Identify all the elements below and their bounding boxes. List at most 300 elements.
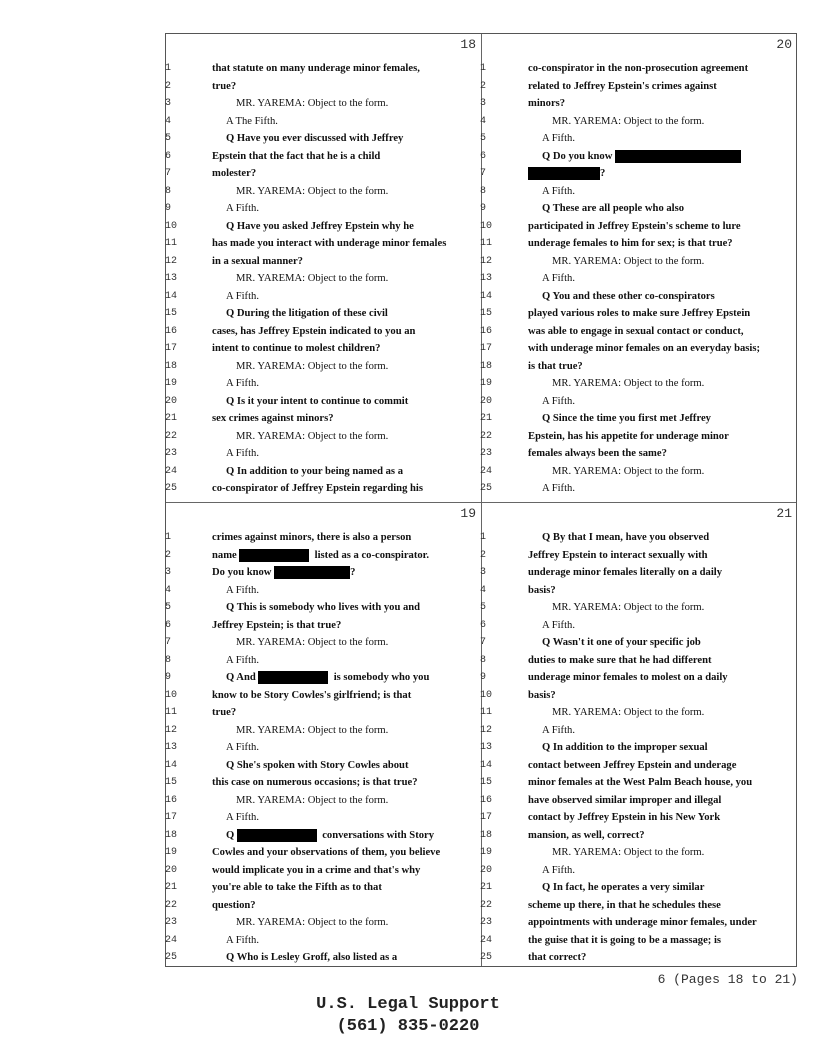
- line-number: 10: [480, 220, 493, 232]
- line-number: 6: [480, 150, 487, 162]
- line-text: [212, 809, 478, 827]
- transcript-line: [166, 323, 482, 341]
- line-content: Q Who is Lesley Groff, also listed as a: [226, 952, 398, 963]
- line-text: [212, 375, 478, 393]
- transcript-line: [482, 582, 798, 600]
- transcript-line: [482, 358, 798, 376]
- line-content: basis?: [528, 689, 556, 701]
- transcript-line: [482, 235, 798, 253]
- transcript-line: [166, 218, 482, 236]
- line-number: 17: [165, 343, 178, 354]
- line-content: Q By that I mean, have you observed: [542, 532, 710, 543]
- line-content: this case on numerous occasions; is that true?: [212, 777, 418, 788]
- line-text: [212, 932, 478, 950]
- line-content: appointments with underage minor females, under: [528, 917, 757, 928]
- line-number: 25: [480, 952, 493, 963]
- line-content: that correct?: [528, 952, 587, 963]
- line-content: have observed similar improper and illegal: [528, 794, 722, 806]
- line-text: [212, 130, 478, 148]
- line-text: [212, 739, 478, 757]
- line-text: [528, 200, 794, 218]
- line-number: 21: [480, 882, 493, 893]
- line-number: 13: [165, 742, 178, 753]
- line-content: Q In fact, he operates a very similar: [542, 882, 705, 893]
- transcript-line: [166, 113, 482, 131]
- line-text: [212, 687, 478, 705]
- line-number: 19: [165, 847, 178, 858]
- transcript-line: [166, 78, 482, 96]
- line-number: 7: [480, 168, 487, 179]
- page-lines: [482, 60, 798, 498]
- transcript-line: [166, 60, 482, 78]
- line-content: MR. YAREMA: Object to the form.: [552, 115, 705, 127]
- line-text: [528, 78, 794, 96]
- transcript-line: [166, 809, 482, 827]
- line-number: 18: [165, 360, 178, 372]
- line-content: Jeffrey Epstein to interact sexually with: [528, 549, 708, 561]
- transcript-line: [166, 704, 482, 722]
- transcript-line: [482, 428, 798, 446]
- line-number: 11: [165, 238, 178, 249]
- line-text: [212, 235, 478, 253]
- line-number: 11: [165, 707, 178, 718]
- line-content: Epstein, has his appetite for underage minor: [528, 430, 729, 442]
- line-content: Q Wasn't it one of your specific job: [542, 637, 701, 648]
- line-text: [212, 480, 478, 498]
- page-number: 21: [776, 506, 792, 521]
- transcript-line: [482, 148, 798, 166]
- line-content: Q During the litigation of these civil: [226, 308, 388, 319]
- transcript-line: [482, 634, 798, 652]
- line-number: 4: [165, 115, 172, 127]
- line-content: A Fifth.: [542, 133, 575, 144]
- transcript-line: [166, 949, 482, 967]
- line-text: [212, 200, 478, 218]
- line-number: 1: [165, 63, 172, 74]
- line-content: Q This is somebody who lives with you and: [226, 602, 421, 613]
- line-text: [212, 305, 478, 323]
- transcript-line: [166, 879, 482, 897]
- line-text: [212, 288, 478, 306]
- line-content: MR. YAREMA: Object to the form.: [552, 255, 705, 267]
- page-number: 20: [776, 37, 792, 52]
- line-content: intent to continue to molest children?: [212, 343, 381, 354]
- line-text: [528, 130, 794, 148]
- line-text: [528, 704, 794, 722]
- transcript-line: [166, 445, 482, 463]
- line-number: 20: [165, 395, 178, 407]
- line-text: [528, 599, 794, 617]
- line-content: A Fifth.: [226, 448, 259, 459]
- line-content: Q And: [226, 672, 256, 683]
- line-text: [212, 95, 478, 113]
- line-number: 24: [480, 465, 493, 477]
- line-text: [528, 774, 794, 792]
- transcript-line: [166, 183, 482, 201]
- transcript-line: [482, 792, 798, 810]
- transcript-line: [482, 827, 798, 845]
- line-content: duties to make sure that he had different: [528, 654, 712, 666]
- line-text: [212, 253, 478, 271]
- transcript-line: [166, 148, 482, 166]
- line-text: [528, 652, 794, 670]
- transcript-page-21: [482, 503, 798, 970]
- transcript-line: [166, 200, 482, 218]
- line-text: [212, 897, 478, 915]
- line-number: 17: [480, 343, 493, 354]
- line-text: [212, 792, 478, 810]
- line-number: 10: [165, 220, 178, 232]
- redaction-block: [239, 549, 309, 562]
- page-lines: [166, 529, 482, 967]
- line-content: related to Jeffrey Epstein's crimes against: [528, 80, 717, 92]
- transcript-line: [482, 200, 798, 218]
- line-text: [212, 393, 478, 411]
- line-number: 7: [480, 637, 487, 648]
- line-content: A Fifth.: [226, 378, 259, 389]
- line-number: 23: [165, 917, 178, 928]
- transcript-line: [166, 564, 482, 582]
- line-number: 19: [480, 847, 493, 858]
- line-text: [528, 60, 794, 78]
- line-number: 18: [480, 360, 493, 372]
- transcript-line: [166, 722, 482, 740]
- line-content: minors?: [528, 98, 566, 109]
- line-content: A Fifth.: [542, 483, 575, 494]
- transcript-line: [482, 113, 798, 131]
- line-text: [212, 774, 478, 792]
- line-content: MR. YAREMA: Object to the form.: [552, 602, 705, 613]
- line-content: MR. YAREMA: Object to the form.: [236, 185, 389, 197]
- page-lines: [166, 60, 482, 498]
- line-number: 3: [165, 567, 172, 578]
- transcript-line: [166, 652, 482, 670]
- line-text: [212, 529, 478, 547]
- line-content: MR. YAREMA: Object to the form.: [552, 465, 705, 477]
- line-text: [528, 148, 794, 166]
- line-content-after: listed as a co-conspirator.: [309, 549, 430, 561]
- line-text: [212, 827, 478, 845]
- line-text: [528, 792, 794, 810]
- transcript-line: [166, 687, 482, 705]
- line-number: 21: [165, 882, 178, 893]
- transcript-line: [166, 792, 482, 810]
- line-content: Jeffrey Epstein; is that true?: [212, 619, 342, 631]
- line-text: [212, 183, 478, 201]
- transcript-line: [166, 428, 482, 446]
- transcript-line: [166, 358, 482, 376]
- transcript-line: [482, 130, 798, 148]
- line-content: underage minor females literally on a daily: [528, 567, 723, 578]
- line-text: [528, 218, 794, 236]
- line-content: Epstein that the fact that he is a child: [212, 150, 381, 162]
- line-text: [212, 564, 478, 582]
- line-number: 11: [480, 707, 493, 718]
- line-number: 9: [480, 672, 487, 683]
- line-text: [212, 949, 478, 967]
- line-content: MR. YAREMA: Object to the form.: [236, 273, 389, 284]
- transcript-page-19: [166, 503, 482, 970]
- line-text: [212, 358, 478, 376]
- line-number: 12: [480, 255, 493, 267]
- line-text: [212, 757, 478, 775]
- line-text: [212, 78, 478, 96]
- line-content: ?: [600, 168, 606, 179]
- line-text: [528, 879, 794, 897]
- line-text: [528, 323, 794, 341]
- line-content: MR. YAREMA: Object to the form.: [236, 794, 389, 806]
- line-text: [212, 148, 478, 166]
- line-number: 4: [480, 584, 487, 596]
- line-content: A Fifth.: [542, 619, 575, 631]
- line-text: [528, 529, 794, 547]
- line-text: [212, 340, 478, 358]
- transcript-line: [166, 393, 482, 411]
- line-number: 12: [165, 255, 178, 267]
- line-text: [212, 599, 478, 617]
- line-content: know to be Story Cowles's girlfriend; is that: [212, 689, 412, 701]
- transcript-line: [482, 687, 798, 705]
- line-text: [212, 617, 478, 635]
- line-content: minor females at the West Palm Beach house, you: [528, 777, 753, 788]
- transcript-line: [166, 463, 482, 481]
- transcript-line: [482, 410, 798, 428]
- transcript-line: [166, 305, 482, 323]
- line-content: A The Fifth.: [226, 115, 278, 127]
- transcript-page-18: [166, 34, 482, 501]
- line-number: 23: [480, 917, 493, 928]
- transcript-line: [482, 862, 798, 880]
- line-text: [528, 739, 794, 757]
- transcript-line: [166, 480, 482, 498]
- transcript-line: [482, 529, 798, 547]
- line-number: 5: [165, 133, 172, 144]
- line-number: 4: [480, 115, 487, 127]
- line-number: 22: [480, 430, 493, 442]
- transcript-line: [482, 78, 798, 96]
- transcript-line: [482, 480, 798, 498]
- line-text: [212, 463, 478, 481]
- line-content: A Fifth.: [542, 724, 575, 736]
- line-content: co-conspirator in the non-prosecution agreement: [528, 63, 749, 74]
- line-text: [528, 270, 794, 288]
- line-text: [212, 722, 478, 740]
- line-content: with underage minor females on an everyday basis;: [528, 343, 760, 354]
- line-number: 6: [165, 619, 172, 631]
- line-number: 10: [165, 689, 178, 701]
- line-number: 20: [480, 864, 493, 876]
- line-content: true?: [212, 80, 237, 92]
- line-text: [528, 95, 794, 113]
- line-content: A Fifth.: [226, 742, 259, 753]
- transcript-line: [482, 340, 798, 358]
- line-text: [212, 445, 478, 463]
- line-number: 7: [165, 168, 172, 179]
- line-content: Q Have you asked Jeffrey Epstein why he: [226, 220, 414, 232]
- line-text: [212, 704, 478, 722]
- transcript-line: [482, 564, 798, 582]
- line-text: [528, 914, 794, 932]
- transcript-line: [166, 410, 482, 428]
- line-content: Q Since the time you first met Jeffrey: [542, 413, 711, 424]
- line-text: [528, 564, 794, 582]
- line-number: 14: [165, 290, 178, 302]
- redaction-block: [528, 167, 600, 180]
- line-number: 17: [165, 812, 178, 823]
- line-text: [212, 862, 478, 880]
- line-content: Q She's spoken with Story Cowles about: [226, 759, 409, 771]
- line-text: [212, 634, 478, 652]
- line-content: MR. YAREMA: Object to the form.: [236, 98, 389, 109]
- redaction-block: [615, 150, 741, 163]
- line-content: molester?: [212, 168, 257, 179]
- line-number: 25: [480, 483, 493, 494]
- line-text: [212, 879, 478, 897]
- line-number: 9: [165, 203, 172, 214]
- transcript-line: [482, 949, 798, 967]
- line-text: [528, 669, 794, 687]
- line-number: 5: [165, 602, 172, 613]
- transcript-line: [482, 757, 798, 775]
- line-content: Q In addition to the improper sexual: [542, 742, 708, 753]
- transcript-page-20: [482, 34, 798, 501]
- line-text: [528, 617, 794, 635]
- transcript-line: [482, 704, 798, 722]
- transcript-line: [166, 270, 482, 288]
- line-number: 5: [480, 602, 487, 613]
- transcript-line: [166, 844, 482, 862]
- line-content: MR. YAREMA: Object to the form.: [236, 724, 389, 736]
- line-content: Q These are all people who also: [542, 203, 685, 214]
- transcript-line: [166, 862, 482, 880]
- transcript-line: [482, 599, 798, 617]
- firm-phone: (561) 835-0220: [336, 1017, 480, 1036]
- redaction-block: [274, 566, 350, 579]
- line-content: participated in Jeffrey Epstein's scheme to lure: [528, 220, 741, 232]
- transcript-line: [482, 270, 798, 288]
- line-content: Cowles and your observations of them, you believe: [212, 847, 441, 858]
- line-text: [212, 428, 478, 446]
- transcript-line: [166, 634, 482, 652]
- line-number: 17: [480, 812, 493, 823]
- line-text: [528, 235, 794, 253]
- line-number: 8: [165, 185, 172, 197]
- line-text: [528, 827, 794, 845]
- line-content: A Fifth.: [542, 395, 575, 407]
- transcript-sheet: [165, 33, 797, 967]
- line-text: [212, 652, 478, 670]
- line-content: sex crimes against minors?: [212, 413, 334, 424]
- redaction-block: [258, 671, 328, 684]
- line-content: question?: [212, 899, 256, 911]
- line-number: 24: [165, 465, 178, 477]
- line-text: [212, 914, 478, 932]
- line-number: 16: [480, 325, 493, 337]
- transcript-line: [166, 288, 482, 306]
- line-number: 13: [480, 273, 493, 284]
- transcript-line: [482, 60, 798, 78]
- line-content: MR. YAREMA: Object to the form.: [236, 637, 389, 648]
- transcript-line: [166, 827, 482, 845]
- line-content: MR. YAREMA: Object to the form.: [552, 847, 705, 858]
- line-number: 1: [165, 532, 172, 543]
- line-content: A Fifth.: [226, 812, 259, 823]
- firm-name: U.S. Legal Support: [316, 995, 500, 1014]
- line-number: 24: [165, 934, 178, 946]
- transcript-line: [482, 844, 798, 862]
- line-number: 19: [480, 378, 493, 389]
- line-content: MR. YAREMA: Object to the form.: [552, 707, 705, 718]
- line-content: crimes against minors, there is also a person: [212, 532, 412, 543]
- line-content: A Fifth.: [542, 273, 575, 284]
- line-text: [528, 480, 794, 498]
- line-number: 18: [165, 829, 178, 841]
- line-content: co-conspirator of Jeffrey Epstein regarding his: [212, 483, 423, 494]
- transcript-line: [166, 130, 482, 148]
- line-text: [528, 428, 794, 446]
- transcript-line: [166, 914, 482, 932]
- line-content: Q In addition to your being named as a: [226, 465, 403, 477]
- transcript-line: [482, 323, 798, 341]
- line-number: 13: [165, 273, 178, 284]
- line-number: 2: [480, 80, 487, 92]
- transcript-line: [482, 617, 798, 635]
- transcript-line: [166, 375, 482, 393]
- line-content: MR. YAREMA: Object to the form.: [236, 360, 389, 372]
- line-number: 7: [165, 637, 172, 648]
- line-content: A Fifth.: [542, 185, 575, 197]
- transcript-line: [166, 340, 482, 358]
- line-number: 3: [165, 98, 172, 109]
- line-text: [528, 183, 794, 201]
- line-content-after: ?: [350, 567, 356, 578]
- transcript-line: [482, 253, 798, 271]
- line-number: 9: [480, 203, 487, 214]
- transcript-line: [482, 305, 798, 323]
- line-text: [528, 582, 794, 600]
- line-content: was able to engage in sexual contact or conduct,: [528, 325, 744, 337]
- line-number: 15: [480, 308, 493, 319]
- transcript-line: [166, 774, 482, 792]
- transcript-line: [482, 669, 798, 687]
- line-text: [528, 165, 794, 183]
- line-number: 20: [480, 395, 493, 407]
- line-text: [528, 844, 794, 862]
- line-text: [212, 410, 478, 428]
- line-number: 8: [480, 185, 487, 197]
- line-text: [528, 722, 794, 740]
- line-number: 3: [480, 567, 487, 578]
- line-number: 14: [480, 759, 493, 771]
- line-number: 2: [480, 549, 487, 561]
- line-text: [528, 547, 794, 565]
- transcript-line: [166, 165, 482, 183]
- transcript-line: [166, 739, 482, 757]
- transcript-line: [166, 547, 482, 565]
- line-number: 24: [480, 934, 493, 946]
- line-number: 25: [165, 483, 178, 494]
- line-number: 12: [165, 724, 178, 736]
- line-content: that statute on many underage minor females,: [212, 63, 420, 74]
- line-content: would implicate you in a crime and that's why: [212, 864, 421, 876]
- transcript-line: [482, 393, 798, 411]
- line-number: 1: [480, 532, 487, 543]
- page-number: 19: [460, 506, 476, 521]
- line-number: 9: [165, 672, 172, 683]
- line-number: 10: [480, 689, 493, 701]
- line-text: [212, 582, 478, 600]
- transcript-line: [166, 582, 482, 600]
